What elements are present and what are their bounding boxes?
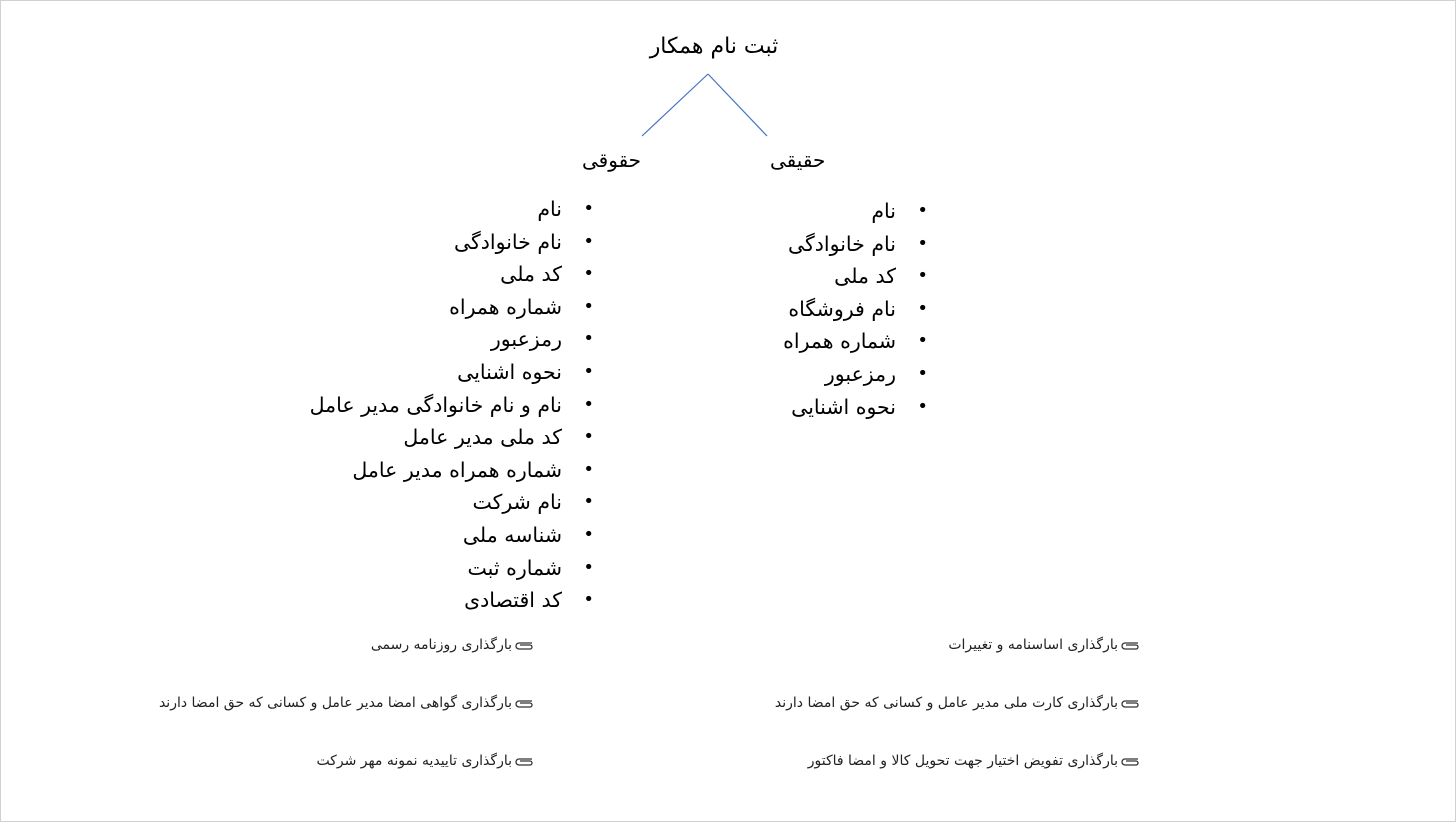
bullet-icon: •	[917, 200, 928, 221]
field-label: نحوه اشنایی	[457, 359, 562, 384]
bullet-icon: •	[583, 589, 594, 611]
field-label: نام شرکت	[472, 490, 562, 515]
list-item	[310, 226, 594, 259]
bullet-icon: •	[583, 230, 594, 252]
hoqooqi-field-list	[309, 193, 594, 617]
list-item	[310, 584, 594, 617]
upload-stamp-sample-link[interactable]	[316, 753, 534, 769]
bullet-icon: •	[917, 265, 928, 287]
bullet-icon: •	[917, 362, 928, 384]
list-item	[783, 358, 928, 391]
list-item	[310, 356, 594, 389]
bullet-icon: •	[583, 393, 594, 415]
bullet-icon: •	[917, 297, 928, 319]
list-item	[310, 519, 594, 552]
bullet-icon: •	[583, 491, 594, 513]
list-item	[783, 195, 928, 228]
bullet-icon: •	[583, 360, 594, 382]
field-label: نام خانوادگی	[787, 231, 896, 256]
paperclip-icon	[514, 639, 534, 651]
bullet-icon: •	[583, 556, 594, 578]
upload-authorization-link[interactable]	[808, 753, 1140, 769]
field-label: شناسه ملی	[462, 522, 562, 547]
upload-gazette-link[interactable]	[371, 637, 534, 653]
bullet-icon: •	[917, 330, 928, 352]
paperclip-icon	[1120, 755, 1140, 767]
paperclip-icon	[514, 755, 534, 767]
bullet-icon: •	[583, 198, 594, 219]
field-label: نحوه اشنایی	[791, 394, 896, 419]
list-item	[310, 193, 594, 226]
list-item	[783, 391, 928, 424]
list-item	[783, 228, 928, 261]
bullet-icon: •	[583, 328, 594, 350]
list-item	[310, 421, 594, 454]
list-item	[783, 293, 928, 326]
field-label: کد ملی مدیر عامل	[403, 425, 562, 450]
upload-label: بارگذاری گواهی امضا مدیر عامل و کسانی که حق امضا دارند	[158, 695, 512, 711]
field-label: رمزعبور	[490, 327, 562, 352]
field-label: شماره همراه	[449, 294, 562, 319]
branch-label-haqiqi: حقیقی	[770, 148, 826, 172]
field-label: کد اقتصادی	[464, 588, 562, 613]
haqiqi-field-list	[783, 195, 928, 423]
diagram-title: ثبت نام همکار	[649, 34, 779, 59]
bullet-icon: •	[583, 523, 594, 545]
list-item	[309, 389, 594, 422]
list-item	[310, 454, 594, 487]
list-item	[310, 291, 594, 324]
list-item	[783, 260, 928, 293]
upload-label: بارگذاری تاییدیه نمونه مهر شرکت	[316, 753, 512, 769]
upload-articles-link[interactable]	[948, 637, 1140, 653]
field-label: شماره ثبت	[467, 555, 562, 580]
field-label: نام و نام خانوادگی مدیر عامل	[309, 392, 562, 417]
paperclip-icon	[514, 697, 534, 709]
field-label: شماره همراه مدیر عامل	[352, 457, 562, 482]
upload-label: بارگذاری تفویض اختیار جهت تحویل کالا و امضا فاکتور	[807, 753, 1118, 769]
list-item	[310, 486, 594, 519]
upload-label: بارگذاری کارت ملی مدیر عامل و کسانی که حق امضا دارند	[774, 695, 1118, 711]
list-item	[310, 258, 594, 291]
field-label: نام فروشگاه	[788, 296, 896, 321]
bullet-icon: •	[583, 458, 594, 480]
bullet-icon: •	[917, 395, 928, 417]
upload-id-cards-link[interactable]	[775, 695, 1140, 711]
connector-line-haqiqi	[708, 74, 767, 136]
bullet-icon: •	[583, 263, 594, 285]
field-label: نام خانوادگی	[453, 229, 562, 254]
field-label: رمزعبور	[824, 361, 896, 386]
field-label: نام	[537, 197, 562, 221]
field-label: شماره همراه	[783, 329, 896, 354]
upload-label: بارگذاری روزنامه رسمی	[370, 637, 512, 653]
bullet-icon: •	[583, 426, 594, 448]
list-item	[310, 552, 594, 585]
bullet-icon: •	[917, 232, 928, 254]
connector-line-hoqooqi	[642, 74, 708, 136]
field-label: کد ملی	[834, 264, 896, 289]
branch-label-hoqooqi: حقوقی	[582, 148, 642, 172]
paperclip-icon	[1120, 639, 1140, 651]
upload-signature-certificate-link[interactable]	[159, 695, 534, 711]
upload-label: بارگذاری اساسنامه و تغییرات	[948, 637, 1118, 653]
field-label: کد ملی	[500, 262, 562, 287]
paperclip-icon	[1120, 697, 1140, 709]
bullet-icon: •	[583, 295, 594, 317]
field-label: نام	[871, 199, 896, 223]
list-item	[310, 323, 594, 356]
list-item	[783, 325, 928, 358]
